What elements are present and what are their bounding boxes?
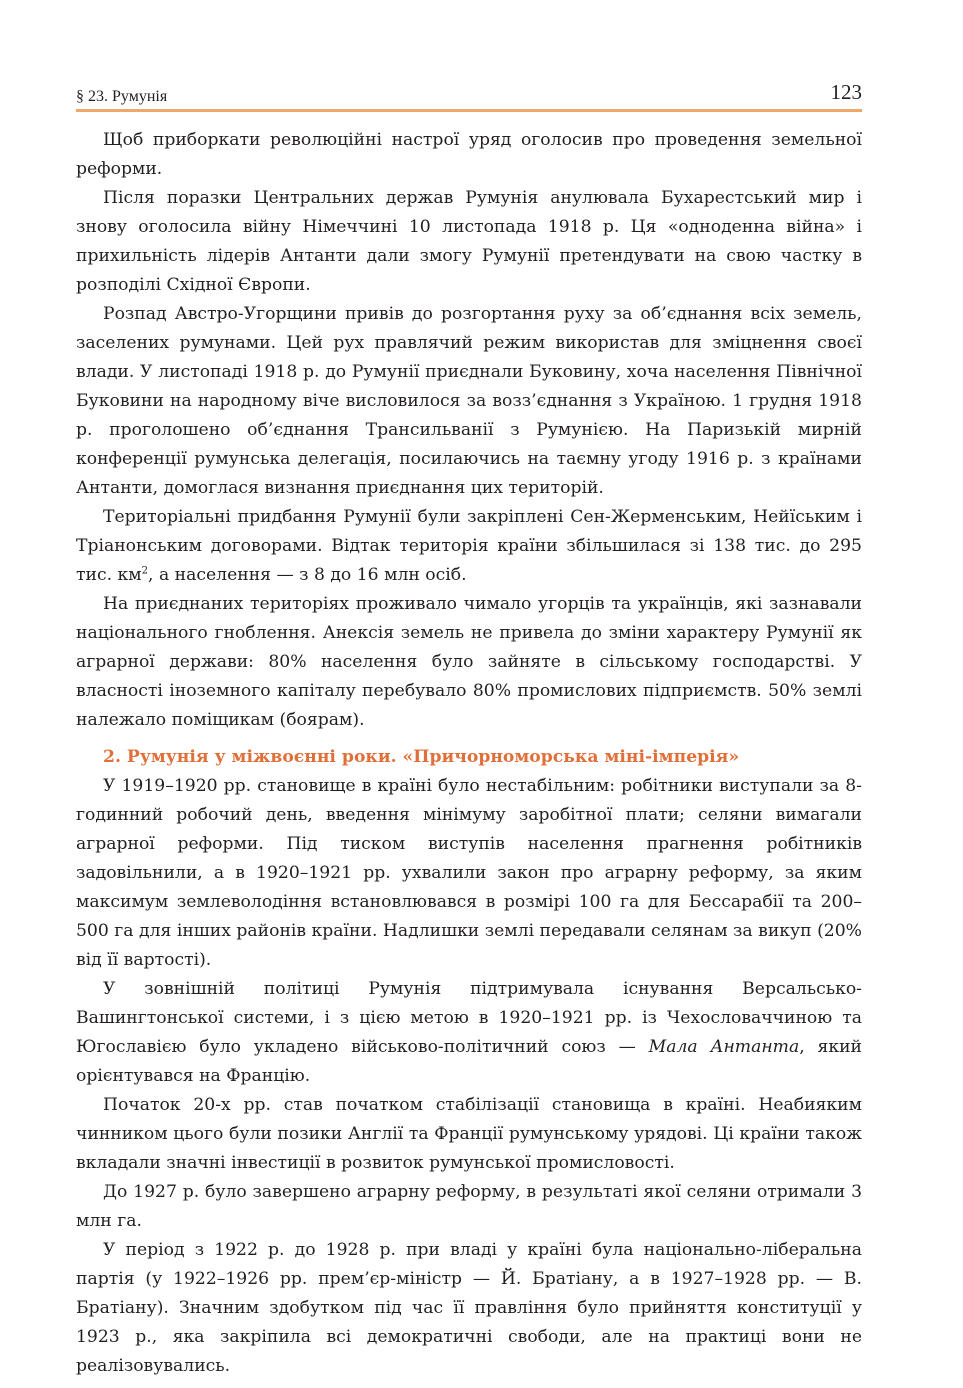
emphasis-term: Мала Антанта (648, 1037, 800, 1057)
paragraph-annexed-territories: На приєднаних територіях проживало чимало угорців та українців, які зазнавали національного гноблення. Анексія земель не привела до зміни характеру Румунії як аграрної держави: 80% населення було зайняте в сільському господарстві. У власності іноземного капіталу перебувало 80% промислових підприємств. 50% землі належало поміщикам (боярам). (76, 594, 862, 730)
section-reference: § 23. Румунія (76, 88, 168, 105)
page-header (76, 80, 862, 110)
paragraph-text: У зовнішній політиці Румунія підтримувала існування Версальсько-Вашингтонської системи, і з цією метою в 1920–1921 рр. із Чехословаччиною та Югославією було укладено військово-політичний союз — (76, 979, 862, 1057)
paragraph-foreign-policy (76, 975, 862, 1091)
paragraph-liberal-party: У період з 1922 р. до 1928 р. при владі у країні була національно-ліберальна партія (у 1922–1926 рр. прем’єр-міністр — Й. Братіану, а в 1927–1928 рр. — В. Братіану). Значним здобутком під час її правління було прийняття конституції у 1923 р., яка закріпила всі демократичні свободи, але на практиці вони не реалізовувались. (76, 1240, 862, 1376)
superscript: 2 (141, 565, 149, 577)
paragraph-text: , а населення — з 8 до 16 млн осіб. (148, 565, 467, 585)
page-body (76, 126, 862, 1381)
paragraph-unification-movement: Розпад Австро-Угорщини привів до розгортання руху за об’єднання всіх земель, заселених румунами. Цей рух правлячий режим використав для зміцнення своєї влади. У листопаді 1918 р. до Румунії приєднали Буковину, хоча населення Північної Буковини на народному віче висловилося за возз’єднання з Україною. 1 грудня 1918 р. проголошено об’єднання Трансильванії з Румунією. На Паризькій мирній конференції румунська делегація, посилаючись на таємну угоду 1916 р. з країнами Антанти, домоглася визнання приєднання цих територій. (76, 304, 862, 498)
page-number: 123 (830, 80, 862, 104)
header-divider (76, 109, 862, 112)
paragraph-war-declaration: Після поразки Центральних держав Румунія анулювала Бухарестський мир і знову оголосила війну Німеччині 10 листопада 1918 р. Ця «одноденна війна» і прихильність лідерів Антанти дали змогу Румунії претендувати на свою частку в розподілі Східної Європи. (76, 188, 862, 295)
paragraph-stabilization: Початок 20-х рр. став початком стабілізації становища в країні. Неабияким чинником цього були позики Англії та Франції румунському урядові. Ці країни також вкладали значні інвестиції в розвиток румунської промисловості. (76, 1095, 862, 1173)
paragraph-land-reform-announcement: Щоб приборкати революційні настрої уряд оголосив про проведення земельної реформи. (76, 130, 862, 179)
section-heading: 2. Румунія у міжвоєнні роки. «Причорноморська міні-імперія» (103, 747, 740, 767)
paragraph-reform-completion: До 1927 р. було завершено аграрну реформу, в результаті якої селяни отримали 3 млн га. (76, 1182, 862, 1231)
paragraph-territorial-acquisitions (76, 503, 862, 590)
paragraph-postwar-instability: У 1919–1920 рр. становище в країні було нестабільним: робітники виступали за 8-годинний робочий день, введення мінімуму заробітної плати; селяни вимагали аграрної реформи. Під тиском виступів населення прагнення робітників задовільнили, а в 1920–1921 рр. ухвалили закон про аграрну реформу, за яким максимум землеволодіння встановлювався в розмірі 100 га для Бессарабії та 200–500 га для інших районів країни. Надлишки землі передавали селянам за викуп (20% від її вартості). (76, 776, 862, 970)
paragraph-text: Територіальні придбання Румунії були закріплені Сен-Жерменським, Нейїським і Тріанонським договорами. Відтак територія країни збільшилася зі 138 тис. до 295 тис. км (76, 507, 862, 585)
paragraph-text: , який орієнтувався на Францію. (76, 1037, 862, 1086)
